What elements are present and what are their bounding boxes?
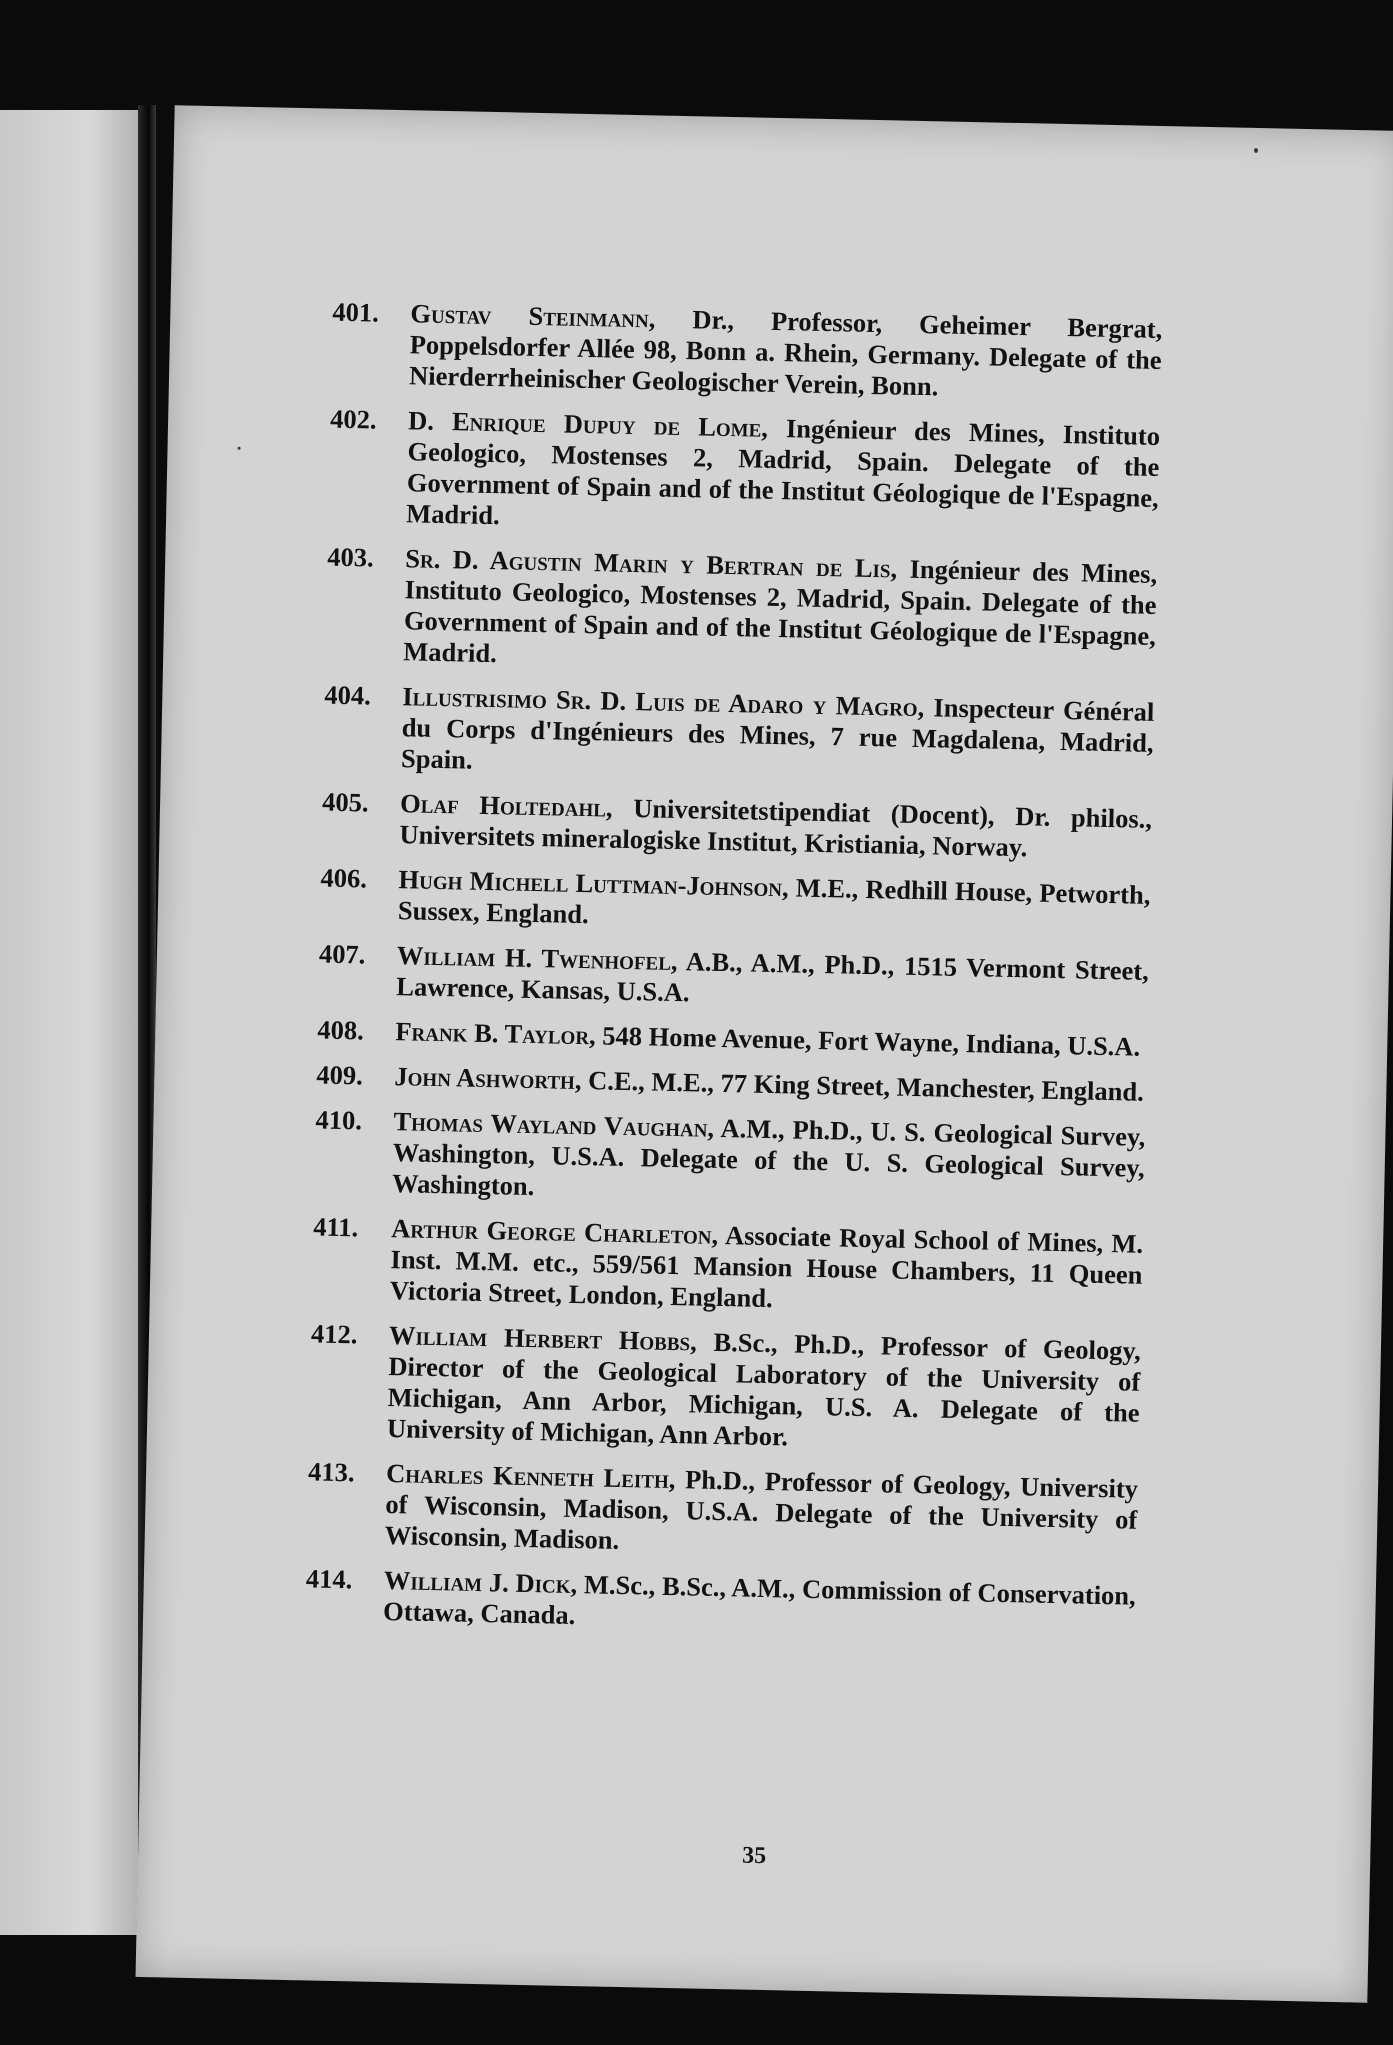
entry-number: 405. [321, 786, 369, 818]
member-details: , M.Sc., B.Sc., A.M., Commission of Conservation, Ottawa, Canada. [382, 1568, 1137, 1631]
member-name: William H. Twenhofel [396, 940, 672, 976]
entry-number: 403. [327, 541, 374, 573]
list-entry [312, 1211, 1144, 1321]
member-details: , C.E., M.E., 77 King Street, Manchester, England. [574, 1064, 1145, 1107]
member-details: , Ingénieur des Mines, Instituto Geologico, Mostenses 2, Madrid, Spain. Delegate of the Government of Spain and of the Institut Géologique de l'Espagne, Madrid. [405, 412, 1161, 531]
member-name: Olaf Holtedahl [399, 788, 607, 823]
member-details: , A.B., A.M., Ph.D., 1515 Vermont Street, Lawrence, Kansas, U.S.A. [396, 945, 1150, 1008]
member-details: , Ph.D., Professor of Geology, University of Wisconsin, Madison, U.S.A. Delegate of the University of Wisconsin, Madison. [384, 1463, 1139, 1555]
member-details: , B.Sc., Ph.D., Professor of Geology, Director of the Geological Laboratory of the University of Michigan, Ann Arbor, Michigan, U.S. A. Delegate of the University of Michigan, Ann Arbor. [386, 1326, 1142, 1452]
paper-speck [238, 447, 241, 450]
member-details: , Associate Royal School of Mines, M. Inst. M.M. etc., 559/561 Mansion House Chambers, 11 Queen Victoria Street, London, England. [389, 1219, 1144, 1314]
list-entry [317, 1014, 1147, 1062]
entry-number: 413. [307, 1456, 355, 1488]
entry-number: 411. [312, 1211, 359, 1243]
list-entry [321, 787, 1152, 866]
list-entry [318, 939, 1149, 1018]
member-name: Charles Kenneth Leith [385, 1458, 670, 1494]
list-entry [316, 1059, 1146, 1107]
list-entry [328, 404, 1160, 545]
entry-number: 402. [329, 403, 377, 435]
list-entry [325, 542, 1157, 683]
member-details: , Ingénieur des Mines, Instituto Geologico, Mostenses 2, Madrid, Spain. Delegate of the Government of Spain and of the Institut Géologique de l'Espagne, Madrid. [403, 553, 1158, 669]
member-name: Frank B. Taylor [395, 1016, 590, 1051]
member-list [305, 297, 1163, 1657]
entry-number: 401. [332, 296, 380, 328]
entry-number: 412. [310, 1318, 358, 1350]
member-name: Illustrisimo Sr. D. Luis de Adaro y Magro [402, 681, 918, 722]
member-name: William J. Dick [383, 1565, 571, 1599]
member-details: , Inspecteur Général du Corps d'Ingénieurs des Mines, 7 rue Magdalena, Madrid, Spain. [400, 691, 1155, 775]
list-entry [314, 1104, 1146, 1214]
paper-speck [1254, 148, 1258, 153]
member-details: , M.E., Redhill House, Petworth, Sussex, England. [397, 872, 1151, 930]
page-number: 35 [741, 1842, 767, 1870]
member-name: Hugh Michell Luttman-Johnson [398, 864, 783, 903]
entry-number: 404. [324, 679, 372, 711]
list-entry [323, 680, 1155, 790]
list-entry [307, 1456, 1139, 1566]
entry-number: 409. [316, 1059, 364, 1091]
member-name: Gustav Steinmann [410, 298, 650, 334]
list-entry [305, 1563, 1136, 1642]
entry-number: 414. [305, 1563, 353, 1595]
member-name: John Ashworth [394, 1061, 576, 1095]
entry-number: 408. [317, 1014, 365, 1046]
facing-page-edge [0, 110, 150, 1935]
member-name: William Herbert Hobbs [388, 1320, 691, 1357]
entry-number: 406. [320, 862, 368, 894]
member-name: Arthur George Charleton [390, 1213, 712, 1250]
member-name: D. Enrique Dupuy de Lome [407, 405, 762, 443]
member-name: Sr. D. Agustin Marin y Bertran de Lis [404, 543, 891, 584]
list-entry [331, 297, 1163, 407]
member-details: , A.M., Ph.D., U. S. Geological Survey, Washington, U.S.A. Delegate of the U. S. Geological Survey, Washington. [391, 1112, 1146, 1202]
member-details: , Universitetstipendiat (Docent), Dr. philos., Universitets mineralogiske Institut, Kristiania, Norway. [399, 792, 1153, 863]
member-name: Thomas Wayland Vaughan [393, 1106, 708, 1143]
list-entry [320, 863, 1151, 942]
document-page [136, 105, 1393, 2002]
member-details: , Dr., Professor, Geheimer Bergrat, Poppelsdorfer Allée 98, Bonn a. Rhein, Germany. Delegate of the Nierderrheinischer Geologischer Verein, Bonn. [408, 303, 1163, 402]
entry-number: 410. [315, 1104, 363, 1136]
member-details: , 548 Home Avenue, Fort Wayne, Indiana, U.S.A. [588, 1020, 1141, 1062]
list-entry [309, 1318, 1141, 1459]
entry-number: 407. [318, 938, 366, 970]
